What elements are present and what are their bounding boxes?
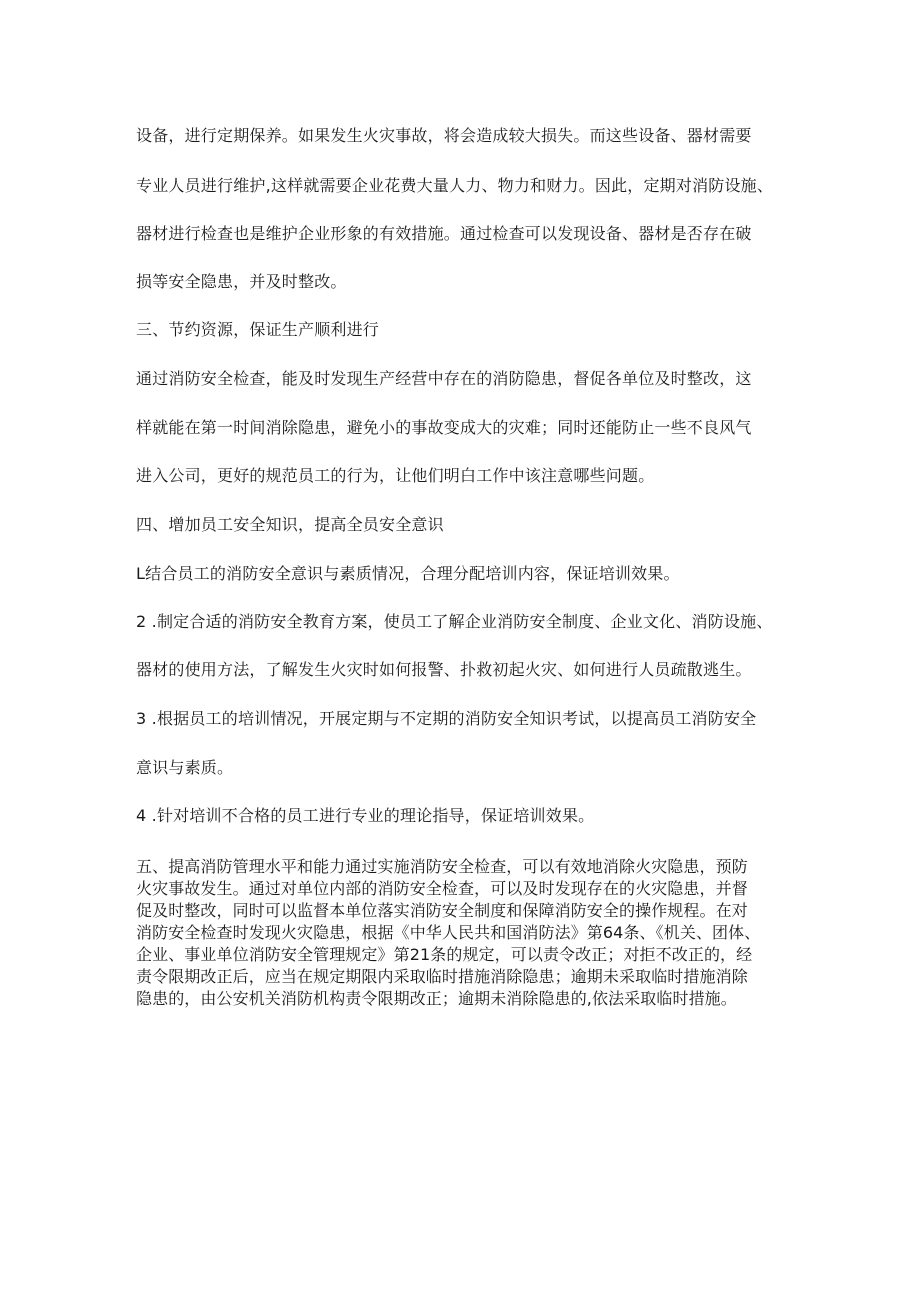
- section-heading-3: 三、节约资源，保证生产顺利进行: [136, 320, 380, 339]
- text-line: 专业人员进行维护,这样就需要企业花费大量人力、物力和财力。因此，定期对消防设施、: [136, 176, 774, 195]
- paragraph-line: 火灾事故发生。通过对单位内部的消防安全检查，可以及时发现存在的火灾隐患，并督: [136, 879, 748, 898]
- paragraph-line: 企业、事业单位消防安全管理规定》第21条的规定，可以责令改正；对拒不改正的，经: [136, 945, 753, 964]
- text-line: 意识与素质。: [136, 758, 234, 777]
- list-item-2: 2 .制定合适的消防安全教育方案，使员工了解企业消防安全制度、企业文化、消防设施、: [136, 612, 773, 631]
- section-heading-4: 四、增加员工安全知识，提高全员安全意识: [136, 515, 444, 534]
- paragraph-line: 责令限期改正后，应当在规定期限内采取临时措施消除隐患；逾期未采取临时措施消除: [136, 967, 748, 986]
- text-line: 器材的使用方法，了解发生火灾时如何报警、扑救初起火灾、如何进行人员疏散逃生。: [136, 660, 752, 679]
- text-line: 器材进行检查也是维护企业形象的有效措施。通过检查可以发现设备、器材是否存在破: [136, 224, 752, 243]
- text-line: 样就能在第一时间消除隐患，避免小的事故变成大的灾难；同时还能防止一些不良风气: [136, 418, 752, 437]
- paragraph-line: 隐患的，由公安机关消防机构责令限期改正；逾期未消除隐患的,依法采取临时措施。: [136, 989, 737, 1008]
- list-item-1: L结合员工的消防安全意识与素质情况，合理分配培训内容，保证培训效果。: [136, 564, 680, 583]
- text-line: 损等安全隐患，并及时整改。: [136, 272, 347, 291]
- section-5-paragraph: [136, 856, 796, 1010]
- text-line: 通过消防安全检查，能及时发现生产经营中存在的消防隐患，督促各单位及时整改，这: [136, 369, 752, 388]
- text-line: 进入公司，更好的规范员工的行为，让他们明白工作中该注意哪些问题。: [136, 466, 655, 485]
- paragraph-line: 消防安全检查时发现火灾隐患，根据《中华人民共和国消防法》第64条、《机关、团体、: [136, 923, 761, 942]
- list-item-3: 3 .根据员工的培训情况，开展定期与不定期的消防安全知识考试，以提高员工消防安全: [136, 709, 757, 728]
- list-item-4: 4 .针对培训不合格的员工进行专业的理论指导，保证培训效果。: [136, 806, 595, 825]
- paragraph-line: 促及时整改，同时可以监督本单位落实消防安全制度和保障消防安全的操作规程。在对: [136, 901, 748, 920]
- paragraph-line: 五、提高消防管理水平和能力通过实施消防安全检查，可以有效地消除火灾隐患，预防: [136, 857, 748, 876]
- text-line: 设备，进行定期保养。如果发生火灾事故，将会造成较大损失。而这些设备、器材需要: [136, 126, 752, 145]
